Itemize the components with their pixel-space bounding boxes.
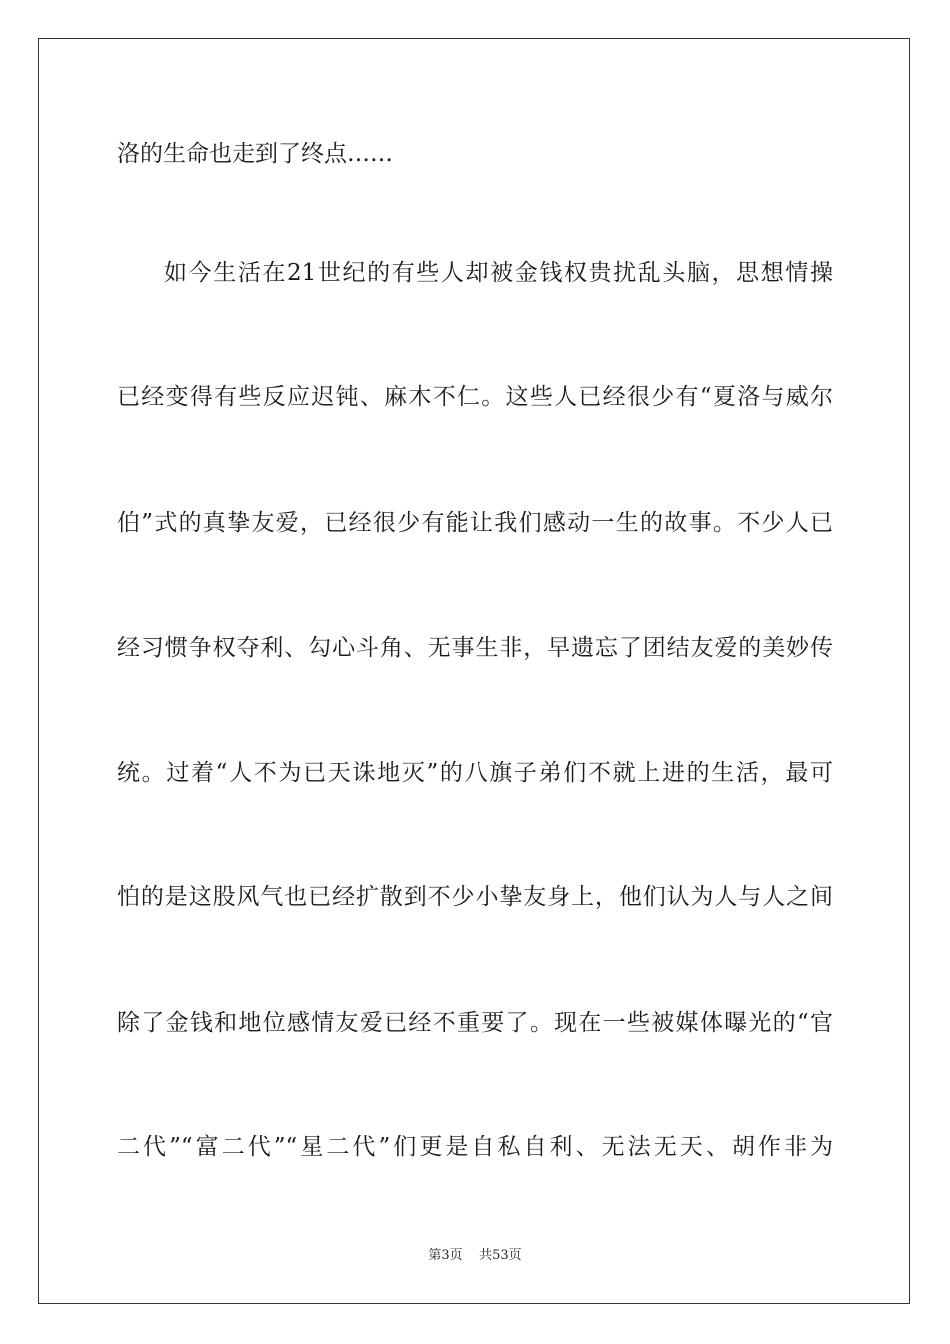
text-line-8: 除了金钱和地位感情友爱已经不重要了。现在一些被媒体曝光的“官 [117,1010,833,1036]
text-line-5: 经习惯争权夺利、勾心斗角、无事生非，早遗忘了团结友爱的美妙传 [117,635,833,661]
text-line-2: 如今生活在21世纪的有些人却被金钱权贵扰乱头脑，思想情操 [164,260,833,286]
text-line-7: 怕的是这股风气也已经扩散到不少小挚友身上，他们认为人与人之间 [117,884,833,910]
text-line-4: 伯”式的真挚友爱，已经很少有能让我们感动一生的故事。不少人已 [117,510,833,536]
page-total: 共53页 [479,1248,522,1263]
page-border [38,38,910,1304]
text-line-3: 已经变得有些反应迟钝、麻木不仁。这些人已经很少有“夏洛与威尔 [117,384,833,410]
text-line-6: 统。过着“人不为已天诛地灭”的八旗子弟们不就上进的生活，最可 [117,760,833,786]
text-line-1: 洛的生命也走到了终点…… [117,141,393,167]
page-number: 第3页 [428,1248,463,1263]
page-footer [0,1247,950,1265]
text-line-9: 二代”“富二代”“星二代”们更是自私自利、无法无天、胡作非为 [117,1134,833,1160]
